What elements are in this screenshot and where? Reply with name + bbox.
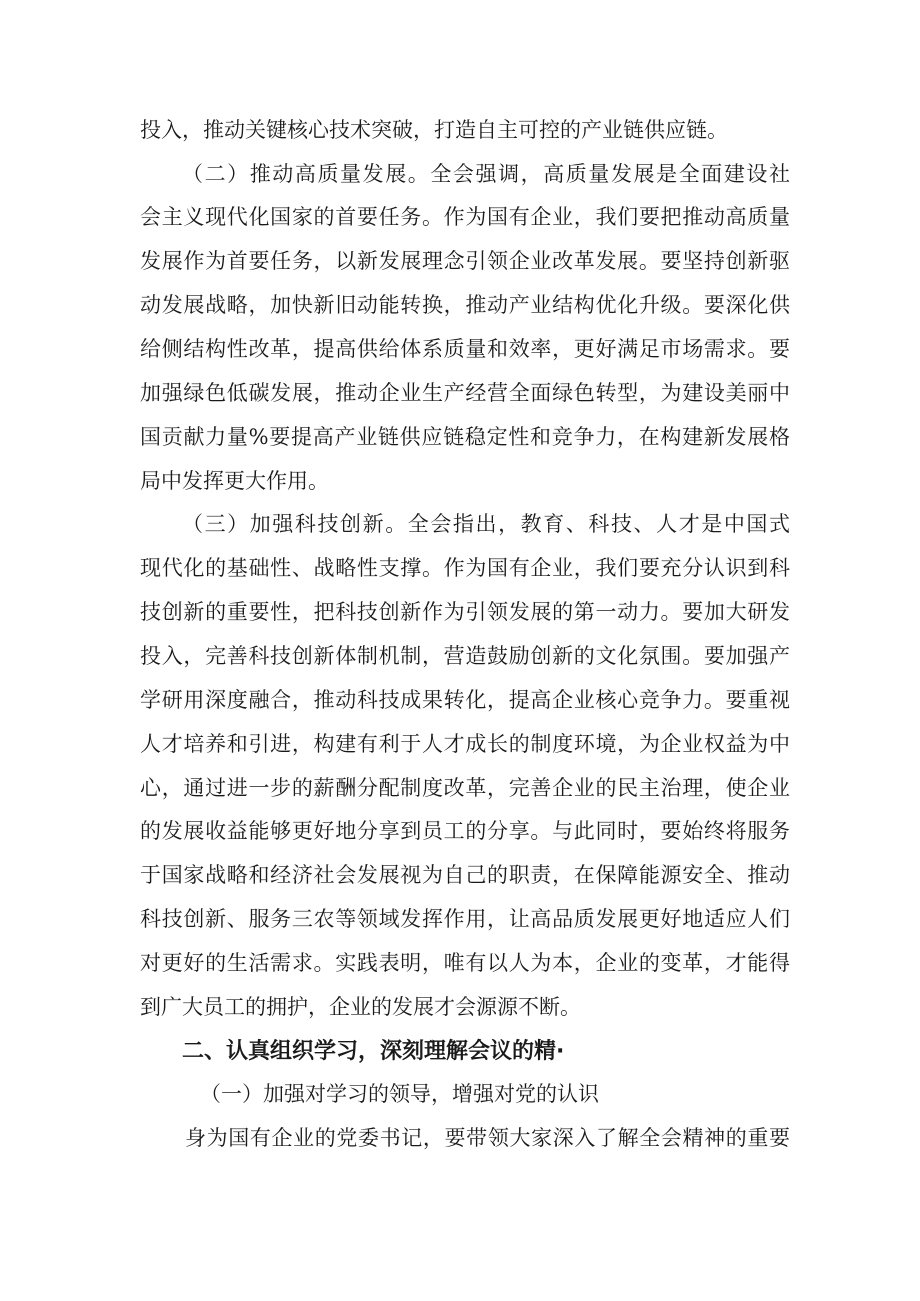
paragraph-line: 投入，推动关键核心技术突破，打造自主可控的产业链供应链。 [140,118,728,142]
paragraph-line: 对更好的生活需求。实践表明，唯有以人为本，企业的变革，才能得 [140,951,790,975]
paragraph-line: 科技创新、服务三农等领域发挥作用，让高品质发展更好地适应人们 [140,907,790,931]
paragraph-line: 现代化的基础性、战略性支撑。作为国有企业，我们要充分认识到科 [140,556,790,580]
paragraph-line: 国贡献力量%要提高产业链供应链稳定性和竞争力，在构建新发展格 [140,425,790,449]
paragraph-line: 给侧结构性改革，提高供给体系质量和效率，更好满足市场需求。要 [140,337,790,361]
subsection-heading: （一）加强对学习的领导，增强对党的认识 [200,1082,599,1106]
paragraph-line: 的发展收益能够更好地分享到员工的分享。与此同时，要始终将服务 [140,819,790,843]
paragraph-line: 于国家战略和经济社会发展视为自己的职责，在保障能源安全、推动 [140,863,790,887]
paragraph-line: 技创新的重要性，把科技创新作为引领发展的第一动力。要加大研发 [140,600,790,624]
paragraph-line: 发展作为首要任务，以新发展理念引领企业改革发展。要坚持创新驱 [140,249,790,273]
paragraph-line: 人才培养和引进，构建有利于人才成长的制度环境，为企业权益为中 [140,732,790,756]
paragraph-line: （二）推动高质量发展。全会强调，高质量发展是全面建设社 [182,162,790,186]
section-heading: 二、认真组织学习，深刻理解会议的精· [182,1039,565,1064]
paragraph-line: 会主义现代化国家的首要任务。作为国有企业，我们要把推动高质量 [140,205,790,229]
paragraph-line: 局中发挥更大作用。 [140,469,329,493]
paragraph-line: （三）加强科技创新。全会指出，教育、科技、人才是中国式 [182,512,790,536]
paragraph-line: 投入，完善科技创新体制机制，营造鼓励创新的文化氛围。要加强产 [140,644,790,668]
paragraph-line: 身为国有企业的党委书记，要带领大家深入了解全会精神的重要 [185,1126,790,1150]
paragraph-line: 动发展战略，加快新旧动能转换，推动产业结构优化升级。要深化供 [140,293,790,317]
paragraph-line: 心，通过进一步的薪酬分配制度改革，完善企业的民主治理，使企业 [140,776,790,800]
paragraph-line: 到广大员工的拥护，企业的发展才会源源不断。 [140,995,581,1019]
paragraph-line: 学研用深度融合，推动科技成果转化，提高企业核心竞争力。要重视 [140,688,790,712]
paragraph-line: 加强绿色低碳发展，推动企业生产经营全面绿色转型，为建设美丽中 [140,381,790,405]
